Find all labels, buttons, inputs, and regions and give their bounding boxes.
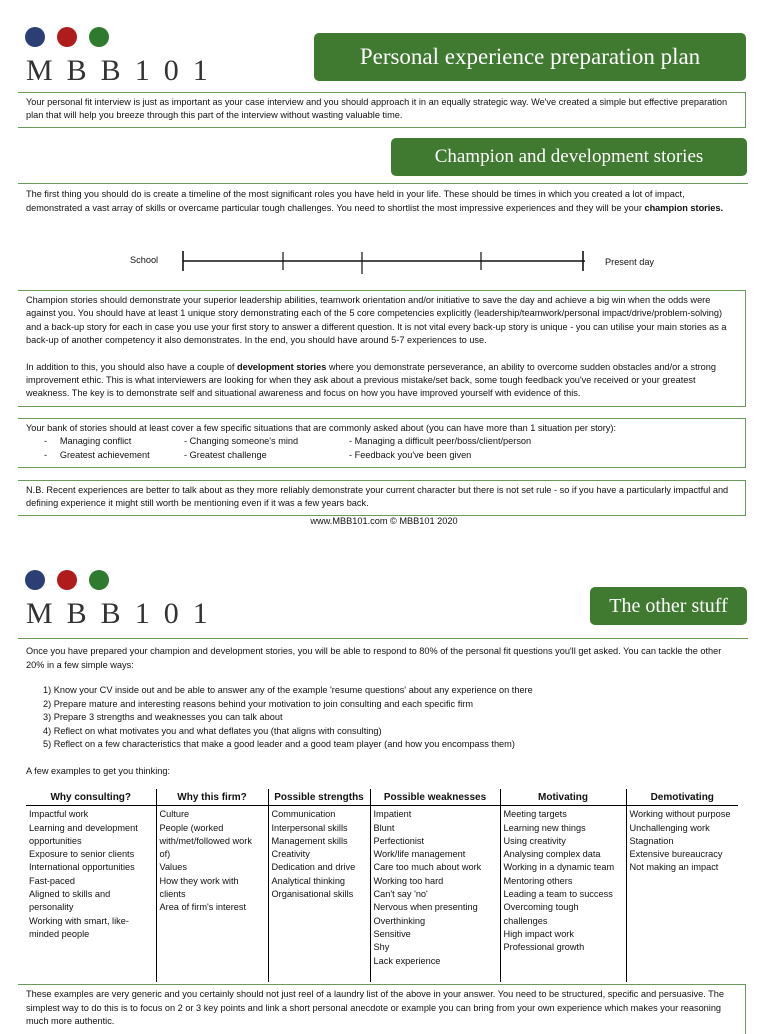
list-item: Area of firm's interest <box>159 902 247 913</box>
column-header: Why this firm? <box>156 789 268 806</box>
champion-stories-term: champion stories. <box>644 202 724 213</box>
timeline-intro <box>26 188 742 215</box>
column-header: Possible weaknesses <box>370 789 500 806</box>
list-item: Dedication and drive <box>271 862 356 873</box>
list-item: Working in a dynamic team <box>503 862 615 873</box>
list-item: Unchallenging work <box>629 822 710 833</box>
list-item: Lack experience <box>373 955 441 966</box>
steps-list <box>43 684 743 752</box>
list-item: Working too hard <box>373 875 444 886</box>
list-item: Values <box>159 862 187 873</box>
closing-box <box>18 984 746 1034</box>
nb-text: N.B. Recent experiences are better to talk about as they more reliably demonstrate your current character but there is not set rule - so if you have a particularly impactful and defining experience it might still worth be mentioning even if it was a few years back. <box>26 485 729 509</box>
list-item: Blunt <box>373 822 395 833</box>
logo-dot-blue <box>25 570 45 590</box>
nb-box <box>18 480 746 516</box>
list-item: Nervous when presenting <box>373 902 478 913</box>
logo-dots <box>25 570 109 590</box>
list-item: Mentoring others <box>503 875 573 886</box>
list-item: Analysing complex data <box>503 849 601 860</box>
closing-text: These examples are very generic and you certainly should not just reel of a laundry list of the above in your answer. You need to be structured, specific and persuasive. The simplest way to do this is to focus on 2 or 3 key points and link a short personal anecdote or example you can bring from your own experience which makes your reasoning much more authentic. <box>26 989 724 1027</box>
list-item: Professional growth <box>503 942 585 953</box>
section-title-other: The other stuff <box>590 587 747 625</box>
list-item: Work/life management <box>373 849 466 860</box>
column-header: Demotivating <box>626 789 738 806</box>
list-item: Aligned to skills and personality <box>29 889 111 913</box>
list-item: Impactful work <box>29 809 89 820</box>
logo-dot-red <box>57 570 77 590</box>
bank-item: - Changing someone's mind <box>184 436 299 447</box>
list-item: Analytical thinking <box>271 875 346 886</box>
list-item: High impact work <box>503 928 574 939</box>
list-item: Not making an impact <box>629 862 719 873</box>
table-cell <box>370 806 500 982</box>
bank-intro: Your bank of stories should at least cover a few specific situations that are commonly asked about (you can have more than 1 situation per story): <box>26 423 617 433</box>
list-item: Interpersonal skills <box>271 822 348 833</box>
column-header: Why consulting? <box>26 789 156 806</box>
step-item: 3) Prepare 3 strengths and weaknesses you can talk about <box>43 712 283 723</box>
bank-item-label: Managing conflict <box>59 436 132 447</box>
other-intro: Once you have prepared your champion and development stories, you will be able to respond to 80% of the personal fit questions you'll get asked. You can tackle the other 20% in a few simple ways: <box>26 646 722 670</box>
list-item: Working without purpose <box>629 809 731 820</box>
list-item: Learning and development opportunities <box>29 822 138 846</box>
section-divider <box>18 638 748 639</box>
logo-dot-green <box>89 570 109 590</box>
step-item: 5) Reflect on a few characteristics that make a good leader and a good team player (and how you encompass them) <box>43 739 515 750</box>
column-header: Possible strengths <box>268 789 370 806</box>
timeline-start-label: School <box>130 255 159 265</box>
list-item: Shy <box>373 942 390 953</box>
champion-box <box>18 290 746 407</box>
table-cell <box>626 806 738 982</box>
development-text-start: In addition to this, you should also have a couple of <box>26 361 235 372</box>
list-item: Overthinking <box>373 915 426 926</box>
list-item: Perfectionist <box>373 835 425 846</box>
list-item: International opportunities <box>29 862 135 873</box>
bank-box <box>18 418 746 468</box>
list-item: Working with smart, like-minded people <box>29 915 129 939</box>
logo-dots <box>25 27 109 47</box>
list-item: Learning new things <box>503 822 586 833</box>
column-header: Motivating <box>500 789 626 806</box>
development-stories-term: development stories <box>236 361 327 372</box>
list-item: Management skills <box>271 835 348 846</box>
champion-paragraph: Champion stories should demonstrate your superior leadership abilities, teamwork orientation and/or initiative to save the day and achieve a big win when the odds were against you. You should have at least 1 unique story demonstrating each of the 5 core competencies explicitly (leadership/teamwork/personal impact/drive/problem-solving) and a back-up story for each in case you use your first story to answer a different question. It is not vital every back-up story is unique - you can utilise your main stories as a back-up of another competency it also demonstrates. In the end, you should have around 5-7 experiences to use. <box>26 295 727 346</box>
table-row <box>26 806 738 982</box>
list-item: Culture <box>159 809 190 820</box>
list-item: Impatient <box>373 809 412 820</box>
list-item: How they work with clients <box>159 875 239 900</box>
examples-label: A few examples to get you thinking: <box>26 766 171 776</box>
logo-text: MBB101 <box>26 597 222 630</box>
step-item: 2) Prepare mature and interesting reasons behind your motivation to join consulting and each specific firm <box>43 698 474 709</box>
page-title: Personal experience preparation plan <box>314 33 746 81</box>
page-footer: www.MBB101.com © MBB101 2020 <box>310 516 458 526</box>
logo-text: MBB101 <box>26 54 222 87</box>
examples-table <box>26 789 738 982</box>
step-item: 1) Know your CV inside out and be able to answer any of the example 'resume questions' about any experience on there <box>43 685 533 695</box>
bank-item: - Greatest achievement <box>44 449 150 460</box>
list-item: Can't say 'no' <box>373 889 428 900</box>
logo-dot-blue <box>25 27 45 47</box>
logo-dot-red <box>57 27 77 47</box>
section-divider <box>18 183 748 184</box>
timeline-intro-text: The first thing you should do is create a timeline of the most significant roles you have held in your life. These should be times in which you created a lot of impact, demonstrated a vast array of skills or overcame particular tough challenges. You need to shortlist the most impressive experiences and they will be your <box>26 189 685 213</box>
development-paragraph <box>26 361 737 401</box>
list-item: Sensitive <box>373 928 411 939</box>
bank-item: - Managing a difficult peer/boss/client/person <box>349 436 532 447</box>
table-cell <box>156 806 268 982</box>
list-item: Stagnation <box>629 835 674 846</box>
list-item: Overcoming tough challenges <box>503 902 579 926</box>
list-item: Leading a team to success <box>503 889 613 900</box>
bank-item-label: Greatest achievement <box>59 449 150 460</box>
list-item: Using creativity <box>503 835 566 846</box>
table-header-row <box>26 789 738 806</box>
step-item: 4) Reflect on what motivates you and what deflates you (that aligns with consulting) <box>43 725 382 736</box>
bank-item: - Feedback you've been given <box>349 449 472 460</box>
bank-row <box>44 435 737 448</box>
list-item: Creativity <box>271 849 310 860</box>
bank-item: - Managing conflict <box>44 436 132 447</box>
table-cell <box>26 806 156 982</box>
list-item: Extensive bureaucracy <box>629 849 723 860</box>
list-item: Fast-paced <box>29 875 75 886</box>
timeline-graphic <box>180 248 590 278</box>
list-item: Organisational skills <box>271 889 354 900</box>
list-item: Communication <box>271 809 336 820</box>
list-item: Care too much about work <box>373 862 482 873</box>
intro-box <box>18 92 746 128</box>
table-cell <box>500 806 626 982</box>
bank-item: - Greatest challenge <box>184 449 267 460</box>
table-cell <box>268 806 370 982</box>
bank-row <box>44 449 737 462</box>
section-title-champion: Champion and development stories <box>391 138 747 176</box>
list-item: Exposure to senior clients <box>29 849 135 860</box>
intro-text: Your personal fit interview is just as important as your case interview and you should approach it in an equally strategic way. We've created a simple but effective preparation plan that will help you breeze through this part of the interview without wasting valuable time. <box>26 97 728 121</box>
development-text-end: where you demonstrate perseverance, an ability to overcome sudden obstacles and/or a strong improvement ethic. This is what interviewers are looking for when they ask about a previous mistake/set back, some tough feedback you've received or your greatest weakness. The key is to demonstrate self and situational awareness and focus on how you have improved yourself with evidence of this. <box>26 361 717 399</box>
list-item: Meeting targets <box>503 809 567 820</box>
timeline-end-label: Present day <box>605 257 655 267</box>
logo-dot-green <box>89 27 109 47</box>
list-item: People (worked with/met/followed work of) <box>159 822 252 860</box>
